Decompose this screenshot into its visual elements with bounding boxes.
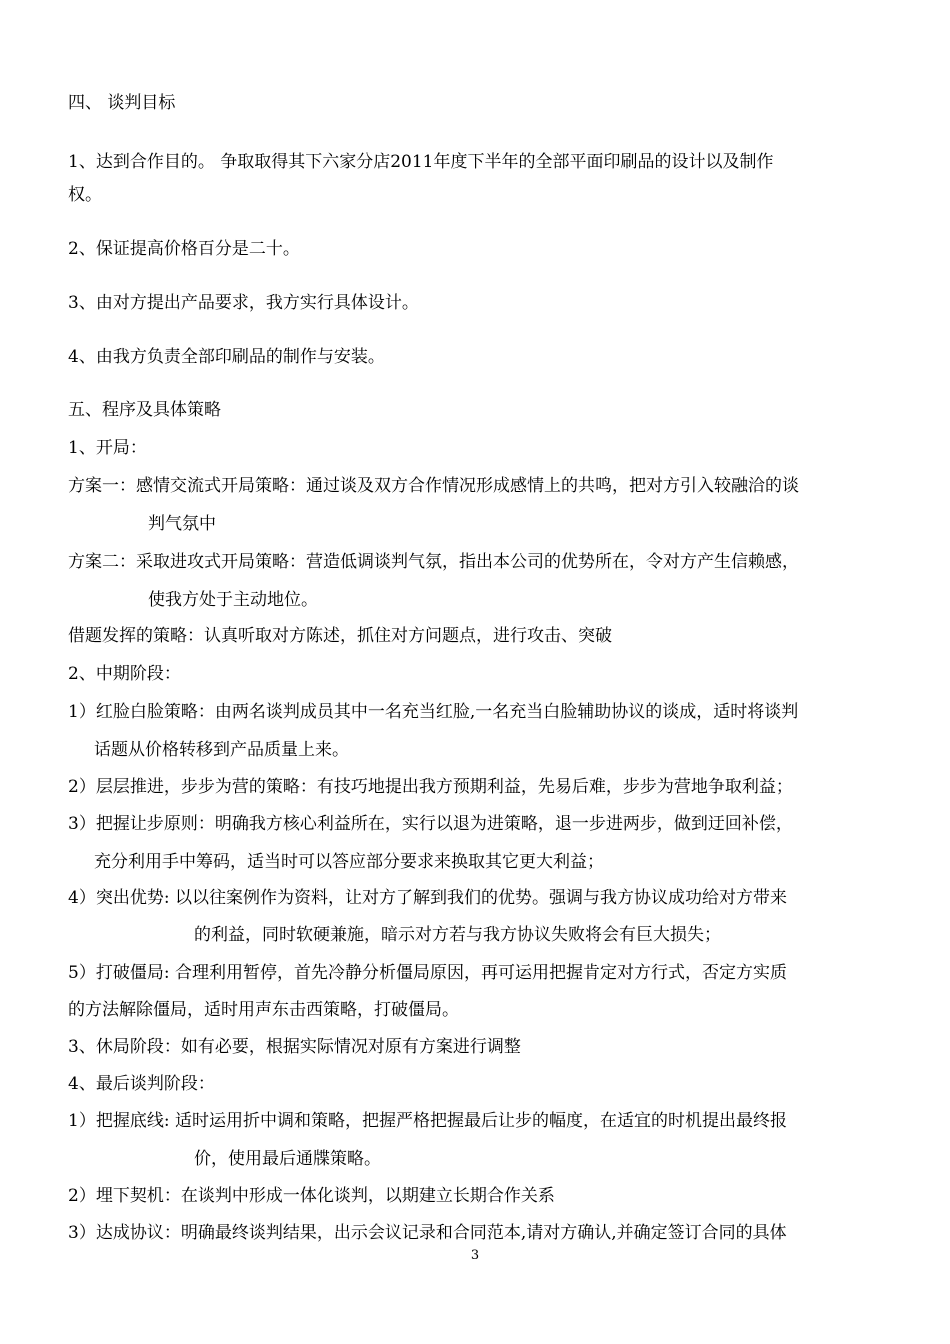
opening-borrow-strategy: 借题发挥的策略：认真听取对方陈述，抓住对方问题点，进行攻击、突破 <box>68 626 612 646</box>
middle-s1-line1: 1）红脸白脸策略：由两名谈判成员其中一名充当红脸,一名充当白脸辅助协议的谈成，适时将谈判 <box>68 702 799 722</box>
section4-item1-line1: 1、达到合作目的。 争取取得其下六家分店2011年度下半年的全部平面印刷品的设计以及制作 <box>68 152 774 172</box>
final-title: 4、最后谈判阶段： <box>68 1074 215 1094</box>
opening-plan2-line2: 使我方处于主动地位。 <box>148 590 318 610</box>
opening-plan1-line2: 判气氛中 <box>148 514 216 534</box>
section4-item1-line2: 权。 <box>68 185 102 205</box>
section4-item4: 4、由我方负责全部印刷品的制作与安装。 <box>68 347 385 367</box>
middle-s1-line2: 话题从价格转移到产品质量上来。 <box>94 740 349 760</box>
recess-stage: 3、休局阶段：如有必要，根据实际情况对原有方案进行调整 <box>68 1037 521 1057</box>
section4-item3: 3、由对方提出产品要求，我方实行具体设计。 <box>68 293 419 313</box>
middle-s2: 2）层层推进，步步为营的策略：有技巧地提出我方预期利益，先易后难，步步为营地争取利益； <box>68 777 793 797</box>
section4-item2: 2、保证提高价格百分是二十。 <box>68 239 300 259</box>
middle-s5-line1: 5）打破僵局: 合理利用暂停，首先冷静分析僵局原因，再可运用把握肯定对方行式，否定方实质 <box>68 963 787 983</box>
opening-plan2-line1: 方案二：采取进攻式开局策略：营造低调谈判气氛，指出本公司的优势所在，令对方产生信赖感， <box>68 552 799 572</box>
middle-s3-line2: 充分利用手中筹码，适当时可以答应部分要求来换取其它更大利益； <box>94 852 604 872</box>
final-f2: 2）埋下契机：在谈判中形成一体化谈判，以期建立长期合作关系 <box>68 1186 555 1206</box>
middle-s5-line2: 的方法解除僵局，适时用声东击西策略，打破僵局。 <box>68 1000 459 1020</box>
middle-s4-line2: 的利益，同时软硬兼施，暗示对方若与我方协议失败将会有巨大损失； <box>194 925 721 945</box>
page-number: 3 <box>470 1248 480 1263</box>
middle-s3-line1: 3）把握让步原则：明确我方核心利益所在，实行以退为进策略，退一步进两步，做到迂回补偿， <box>68 814 793 834</box>
final-f1-line2: 价，使用最后通牒策略。 <box>194 1149 381 1169</box>
section4-heading: 四、 谈判目标 <box>68 93 176 113</box>
opening-plan1-line1: 方案一：感情交流式开局策略：通过谈及双方合作情况形成感情上的共鸣，把对方引入较融洽的谈 <box>68 476 799 496</box>
middle-title: 2、中期阶段： <box>68 664 181 684</box>
final-f3: 3）达成协议：明确最终谈判结果，出示会议记录和合同范本,请对方确认,并确定签订合同的具体 <box>68 1223 787 1243</box>
final-f1-line1: 1）把握底线: 适时运用折中调和策略，把握严格把握最后让步的幅度，在适宜的时机提出最终报 <box>68 1111 787 1131</box>
section5-heading: 五、程序及具体策略 <box>68 400 221 420</box>
opening-title: 1、开局： <box>68 438 147 458</box>
middle-s4-line1: 4）突出优势: 以以往案例作为资料，让对方了解到我们的优势。强调与我方协议成功给对方带来 <box>68 888 787 908</box>
